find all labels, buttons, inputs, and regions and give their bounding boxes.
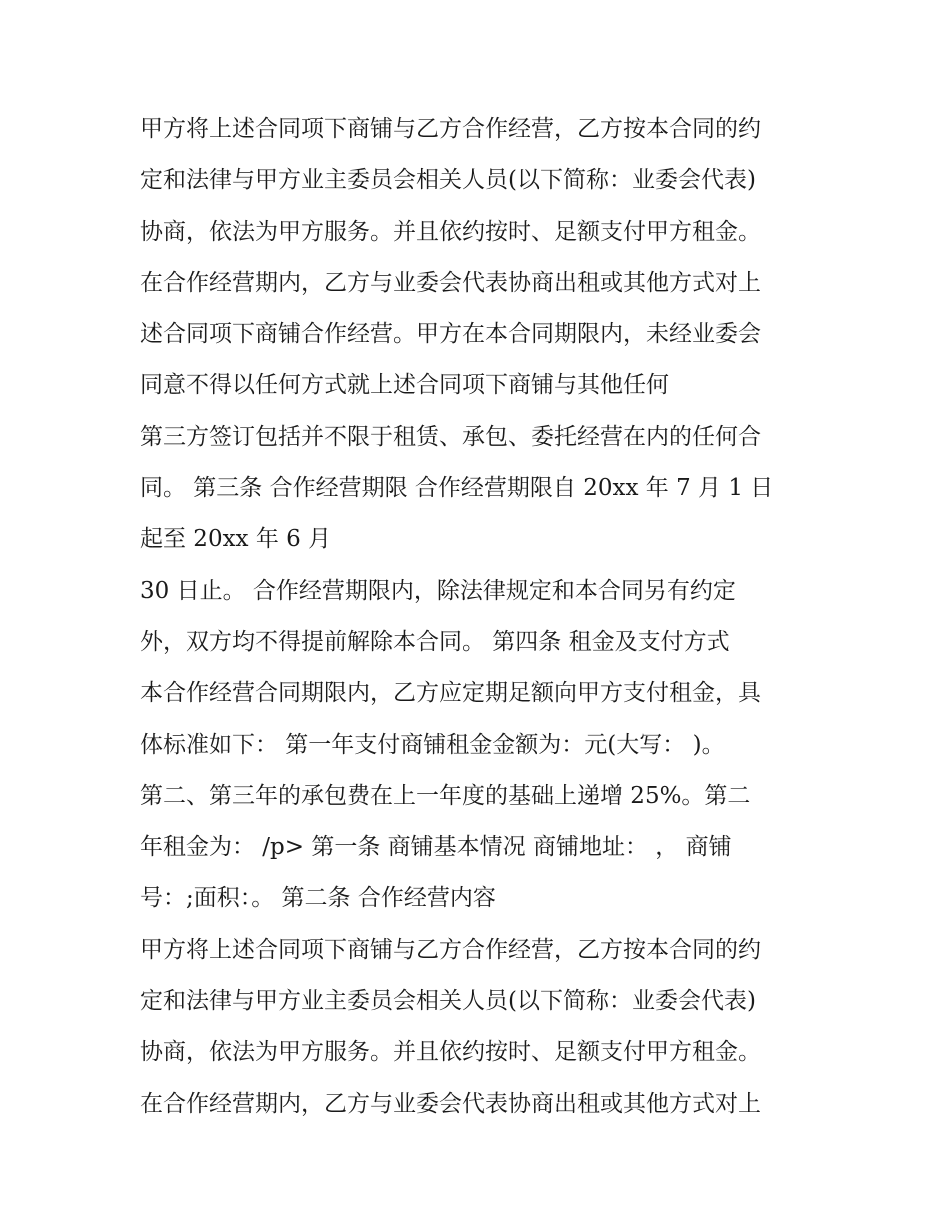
text-line: 号：;面积：。 第二条 合作经营内容 — [140, 885, 496, 912]
text-line: 协商，依法为甲方服务。并且依约按时、足额支付甲方租金。 — [140, 218, 761, 245]
text-line: 定和法律与甲方业主委员会相关人员(以下简称：业委会代表) — [140, 167, 756, 194]
text-line: 同。 第三条 合作经营期限 合作经营期限自 20xx 年 7 月 1 日 — [140, 475, 774, 502]
text-line: 本合作经营合同期限内，乙方应定期足额向甲方支付租金，具 — [140, 680, 761, 707]
text-line: 述合同项下商铺合作经营。甲方在本合同期限内，未经业委会 — [140, 321, 761, 348]
text-line: 起至 20xx 年 6 月 — [140, 526, 332, 553]
text-line: 协商，依法为甲方服务。并且依约按时、足额支付甲方租金。 — [140, 1039, 761, 1066]
text-line: 外，双方均不得提前解除本合同。 第四条 租金及支付方式 — [140, 628, 730, 655]
text-line: 在合作经营期内，乙方与业委会代表协商出租或其他方式对上 — [140, 1090, 761, 1117]
text-line: 同意不得以任何方式就上述合同项下商铺与其他任何 — [140, 372, 669, 399]
text-line: 甲方将上述合同项下商铺与乙方合作经营，乙方按本合同的约 — [140, 116, 761, 142]
text-line: 年租金为： /p> 第一条 商铺基本情况 商铺地址： ， 商铺 — [140, 834, 732, 861]
text-line: 第二、第三年的承包费在上一年度的基础上递增 25%。第二 — [140, 782, 751, 809]
contract-text — [140, 104, 830, 1130]
text-line: 体标准如下： 第一年支付商铺租金金额为：元(大写： )。 — [140, 731, 725, 758]
text-line: 第三方签订包括并不限于租赁、承包、委托经营在内的任何合 — [140, 423, 761, 450]
text-line: 在合作经营期内，乙方与业委会代表协商出租或其他方式对上 — [140, 269, 761, 296]
text-line: 甲方将上述合同项下商铺与乙方合作经营，乙方按本合同的约 — [140, 936, 761, 963]
text-line: 30 日止。 合作经营期限内，除法律规定和本合同另有约定 — [140, 577, 736, 604]
text-line: 定和法律与甲方业主委员会相关人员(以下简称：业委会代表) — [140, 988, 756, 1015]
